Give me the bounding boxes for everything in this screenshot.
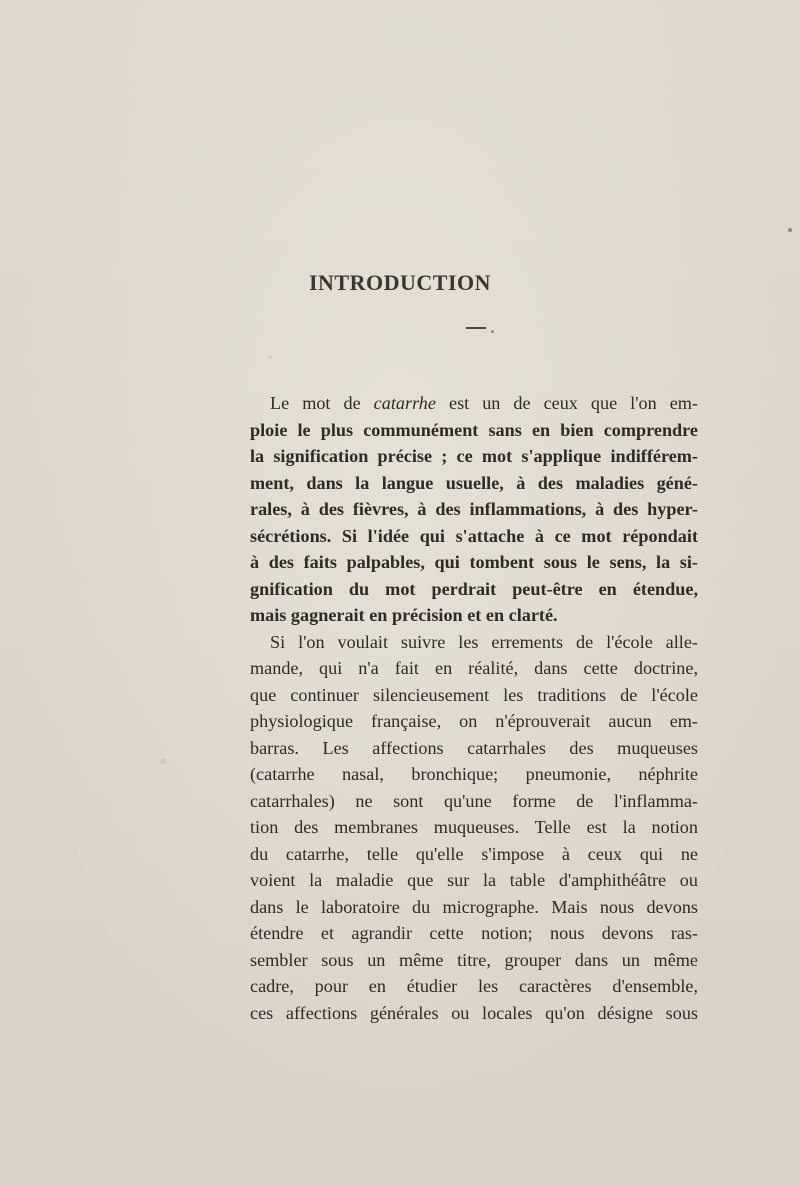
- text-line: sembler sous un même titre, grouper dans un même: [250, 949, 698, 970]
- text-line: catarrhales) ne sont qu'une forme de l'inflamma-: [250, 790, 698, 811]
- text-line: sécrétions. Si l'idée qui s'attache à ce mot répondait: [250, 525, 698, 546]
- text-line: ces affections générales ou locales qu'on désigne sous: [250, 1002, 698, 1023]
- text-line: cadre, pour en étudier les caractères d'ensemble,: [250, 976, 698, 996]
- text-line: voient la maladie que sur la table d'amphithéâtre ou: [250, 870, 698, 890]
- text-line: Le mot de catarrhe est un de ceux que l'on em-: [270, 393, 698, 413]
- text-line: tion des membranes muqueuses. Telle est la notion: [250, 817, 698, 837]
- paper-spot: [788, 228, 792, 232]
- text-line: dans le laboratoire du micrographe. Mais nous devons: [250, 896, 698, 917]
- emphasis-word: catarrhe: [373, 393, 436, 413]
- chapter-title: INTRODUCTION: [308, 270, 492, 295]
- paper-spot: [160, 758, 166, 764]
- text-line: ploie le plus communément sans en bien comprendre: [250, 419, 698, 440]
- text-line: la signification précise ; ce mot s'applique indifférem-: [250, 446, 698, 466]
- text-line: du catarrhe, telle qu'elle s'impose à ceux qui ne: [250, 843, 698, 864]
- body-text: [250, 390, 698, 1026]
- text-line: à des faits palpables, qui tombent sous le sens, la si-: [250, 552, 698, 572]
- text-line: physiologique française, on n'éprouverait aucun em-: [250, 711, 698, 731]
- text-line: mais gagnerait en précision et en clarté.: [250, 605, 558, 625]
- text-line: rales, à des fièvres, à des inflammations, à des hyper-: [250, 499, 698, 519]
- text-line: mande, qui n'a fait en réalité, dans cette doctrine,: [250, 658, 698, 678]
- title-rule: [466, 327, 486, 329]
- title-ornament-dot: [491, 330, 494, 333]
- text-line: Si l'on voulait suivre les errements de l'école alle-: [270, 631, 698, 652]
- text-line: ment, dans la langue usuelle, à des maladies géné-: [250, 472, 698, 493]
- paper-spot: [268, 355, 272, 359]
- text-line: que continuer silencieusement les traditions de l'école: [250, 684, 698, 705]
- text-line: (catarrhe nasal, bronchique; pneumonie, néphrite: [250, 764, 698, 784]
- text-line: gnification du mot perdrait peut-être en étendue,: [250, 578, 698, 599]
- text-line: barras. Les affections catarrhales des muqueuses: [250, 737, 698, 758]
- text-line: étendre et agrandir cette notion; nous devons ras-: [250, 923, 698, 943]
